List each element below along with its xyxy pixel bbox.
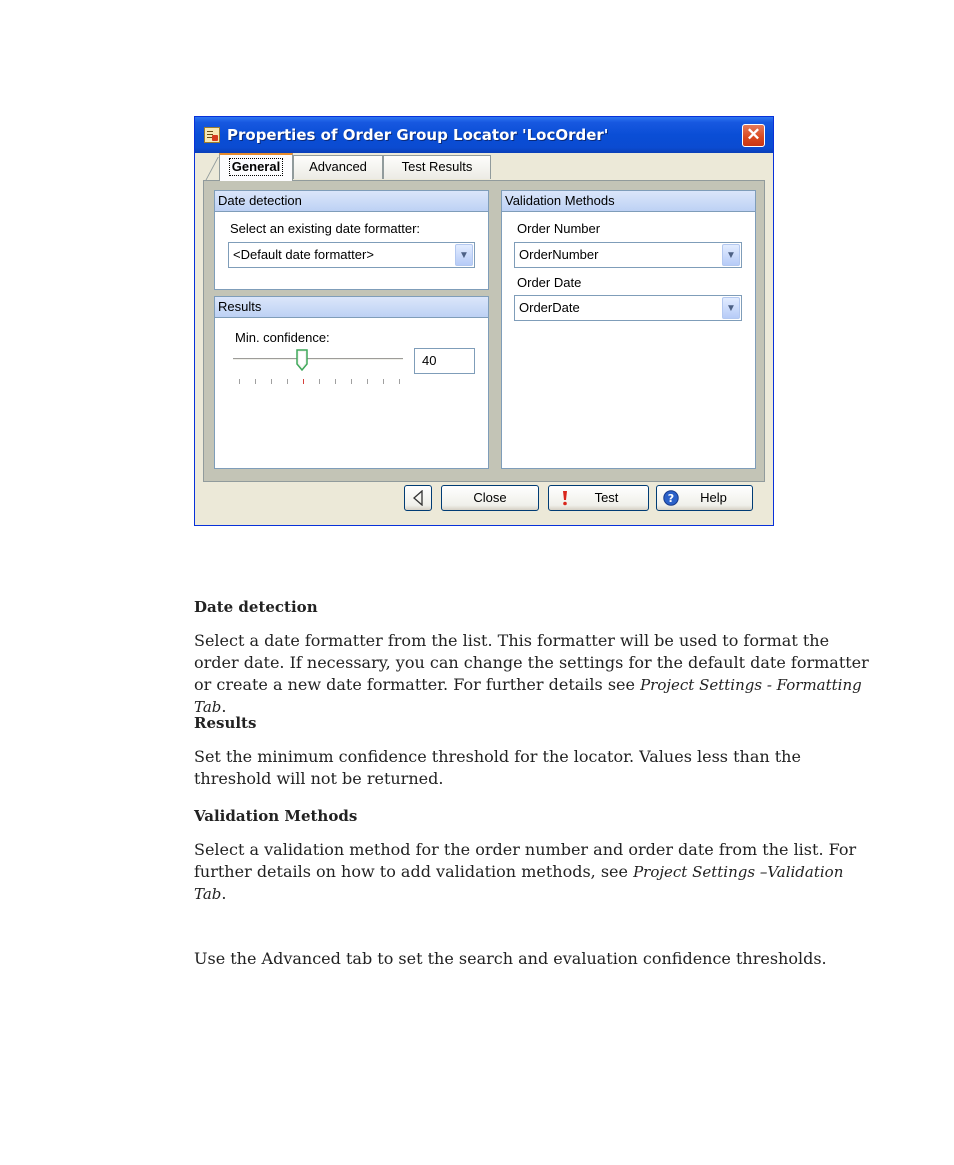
- date-detection-header: Date detection: [215, 191, 488, 212]
- locator-properties-icon: [204, 127, 220, 143]
- back-button[interactable]: [404, 485, 432, 511]
- slider-tick: [239, 379, 240, 384]
- close-icon: ✕: [746, 125, 761, 144]
- tab-advanced-label: Advanced: [309, 159, 367, 174]
- general-tab-page: [203, 180, 765, 482]
- slider-tick: [287, 379, 288, 384]
- title-bar[interactable]: [195, 117, 773, 153]
- dialog-title: Properties of Order Group Locator 'LocOrder': [227, 126, 609, 144]
- tab-general-label: General: [229, 158, 283, 176]
- validation-methods-text: Select a validation method for the order number and order date from the list. For further details on how to add validation methods, see: [194, 840, 857, 881]
- close-button[interactable]: [441, 485, 539, 511]
- properties-dialog: [194, 116, 774, 526]
- date-formatter-select[interactable]: [228, 242, 475, 268]
- slider-tick: [303, 379, 304, 384]
- svg-text:?: ?: [667, 492, 675, 505]
- min-confidence-value: 40: [422, 353, 437, 368]
- slider-tick: [271, 379, 272, 384]
- slider-tick: [319, 379, 320, 384]
- date-detection-text-end: .: [221, 697, 227, 716]
- tab-test-results-label: Test Results: [401, 159, 473, 174]
- arrow-left-icon: [412, 490, 424, 506]
- chevron-down-icon[interactable]: ▼: [722, 244, 740, 266]
- tab-strip: [199, 153, 769, 181]
- close-button-label: Close: [473, 490, 507, 505]
- date-formatter-label: Select an existing date formatter:: [230, 221, 421, 236]
- slider-tick: [351, 379, 352, 384]
- order-number-label: Order Number: [517, 221, 601, 236]
- validation-methods-text-end: .: [221, 884, 227, 903]
- slider-tick: [399, 379, 400, 384]
- tab-test-results[interactable]: [383, 155, 491, 179]
- validation-methods-header: Validation Methods: [502, 191, 755, 212]
- order-date-value: OrderDate: [519, 300, 580, 315]
- help-button-label: Help: [700, 490, 727, 505]
- validation-methods-heading: Validation Methods: [194, 807, 358, 825]
- order-number-value: OrderNumber: [519, 247, 599, 262]
- help-icon: [663, 490, 679, 506]
- date-detection-heading: Date detection: [194, 598, 318, 616]
- results-heading: Results: [194, 714, 257, 732]
- slider-tick: [335, 379, 336, 384]
- advanced-tab-paragraph: Use the Advanced tab to set the search and evaluation confidence thresholds.: [194, 949, 827, 968]
- date-detection-paragraph: [194, 630, 874, 718]
- slider-tick: [367, 379, 368, 384]
- help-button[interactable]: [656, 485, 753, 511]
- test-button[interactable]: [548, 485, 649, 511]
- validation-tab-reference: Project Settings –Validation Tab: [194, 863, 844, 903]
- exclamation-icon: [557, 490, 573, 506]
- slider-tick: [255, 379, 256, 384]
- order-date-select[interactable]: [514, 295, 742, 321]
- results-header: Results: [215, 297, 488, 318]
- results-paragraph: Set the minimum confidence threshold for the locator. Values less than the threshold will not be returned.: [194, 747, 801, 788]
- dialog-body: [199, 153, 769, 521]
- validation-methods-paragraph: [194, 839, 874, 905]
- date-detection-text: Select a date formatter from the list. This formatter will be used to format the order date. If necessary, you can change the settings for the default date formatter or create a new date formatter. For further details see: [194, 631, 869, 694]
- confidence-slider-thumb[interactable]: [296, 349, 308, 371]
- date-formatter-value: <Default date formatter>: [233, 247, 374, 262]
- validation-methods-group: [501, 190, 756, 469]
- test-button-label: Test: [594, 490, 619, 505]
- chevron-down-icon[interactable]: ▼: [722, 297, 740, 319]
- order-date-label: Order Date: [517, 275, 582, 290]
- slider-tick: [383, 379, 384, 384]
- min-confidence-label: Min. confidence:: [235, 330, 330, 345]
- date-detection-group: [214, 190, 489, 290]
- formatting-tab-reference: Project Settings - Formatting Tab: [194, 676, 862, 716]
- confidence-slider-track[interactable]: [233, 358, 403, 361]
- chevron-down-icon[interactable]: ▼: [455, 244, 473, 266]
- tab-advanced[interactable]: [293, 155, 383, 179]
- min-confidence-input[interactable]: [414, 348, 475, 374]
- close-window-button[interactable]: [742, 124, 765, 147]
- tab-general[interactable]: [219, 153, 293, 181]
- order-number-select[interactable]: [514, 242, 742, 268]
- results-group: [214, 296, 489, 469]
